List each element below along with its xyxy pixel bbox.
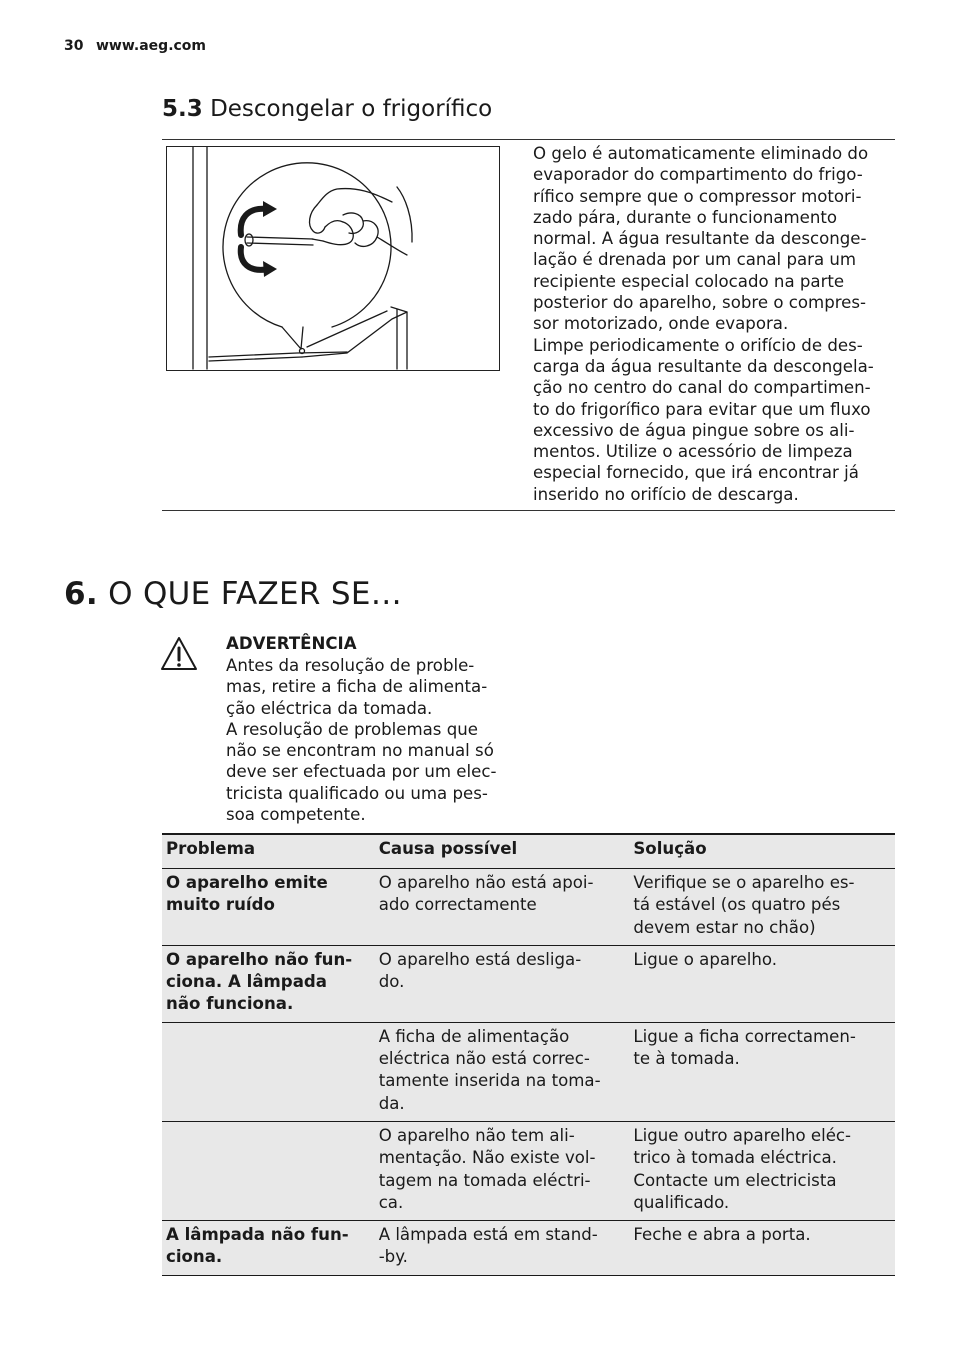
- header-cause: Causa possível: [375, 834, 630, 869]
- table-row: [162, 1221, 895, 1276]
- table-header-row: [162, 834, 895, 869]
- defrost-paragraph-1: O gelo é automaticamente eliminado do evaporador do compartimento do frigo- rífico sempre que o compressor motori- zado pára, durante o funcionamento normal. A água resultante da desconge- lação é drenada por um canal para um recipiente especial colocado na parte posterior do aparelho, sobre o compres- sor motorizado, onde evapora.: [533, 144, 869, 334]
- cell-problem: O aparelho emite muito ruído: [162, 869, 375, 946]
- page-number: 30: [64, 38, 84, 54]
- table-row: [162, 1121, 895, 1220]
- cell-cause: O aparelho não está apoi- ado correctamente: [375, 869, 630, 946]
- chapter-title: O QUE FAZER SE…: [108, 576, 403, 612]
- cell-cause: A lâmpada está em stand- -by.: [375, 1221, 630, 1276]
- warning-title: ADVERTÊNCIA: [226, 634, 357, 653]
- cell-cause: O aparelho não tem ali- mentação. Não existe vol- tagem na tomada eléctri- ca.: [375, 1121, 630, 1220]
- section-bottom-rule: [162, 510, 895, 511]
- cell-solution: Ligue a ficha correctamen- te à tomada.: [629, 1022, 895, 1121]
- cell-solution: Verifique se o aparelho es- tá estável (os quatro pés devem estar no chão): [629, 869, 895, 946]
- defrost-drain-illustration: [166, 146, 500, 371]
- cell-problem: A lâmpada não fun- ciona.: [162, 1221, 375, 1276]
- cell-solution: Ligue outro aparelho eléc- trico à tomada eléctrica. Contacte um electricista qualificado.: [629, 1121, 895, 1220]
- cell-problem: O aparelho não fun- ciona. A lâmpada não funciona.: [162, 945, 375, 1022]
- header-solution: Solução: [629, 834, 895, 869]
- cell-solution: Feche e abra a porta.: [629, 1221, 895, 1276]
- warning-paragraph-2: A resolução de problemas que não se encontram no manual só deve ser efectuada por um elec- tricista qualificado ou uma pes- soa competente.: [226, 719, 497, 825]
- table-row: [162, 945, 895, 1022]
- drain-cleaning-drawing: [167, 147, 499, 370]
- section-top-rule: [162, 139, 895, 140]
- defrost-description: [533, 143, 885, 505]
- site-url: www.aeg.com: [96, 38, 207, 54]
- chapter-heading: [64, 576, 402, 612]
- cell-problem: [162, 1121, 375, 1220]
- chapter-number: 6.: [64, 576, 98, 612]
- cell-problem: [162, 1022, 375, 1121]
- header-problem: Problema: [162, 834, 375, 869]
- cell-solution: Ligue o aparelho.: [629, 945, 895, 1022]
- warning-text: [226, 655, 516, 825]
- section-title: Descongelar o frigorífico: [210, 96, 493, 122]
- defrost-paragraph-2: Limpe periodicamente o orifício de des- carga da água resultante da descongela- ção no centro do canal do compartimen- to do frigorífico para evitar que um fluxo excessivo de água pingue sobre os ali- mentos. Utilize o acessório de limpeza especial fornecido, que irá encontrar já inserido no orifício de descarga.: [533, 335, 874, 504]
- section-number: 5.3: [162, 96, 203, 122]
- warning-triangle-icon: [160, 636, 198, 672]
- section-heading: [162, 96, 492, 122]
- table-row: [162, 1022, 895, 1121]
- cell-cause: O aparelho está desliga- do.: [375, 945, 630, 1022]
- table-row: [162, 869, 895, 946]
- troubleshooting-table: [162, 833, 895, 1276]
- cell-cause: A ficha de alimentação eléctrica não está correc- tamente inserida na toma- da.: [375, 1022, 630, 1121]
- warning-paragraph-1: Antes da resolução de proble- mas, retire a ficha de alimenta- ção eléctrica da tomada.: [226, 656, 488, 718]
